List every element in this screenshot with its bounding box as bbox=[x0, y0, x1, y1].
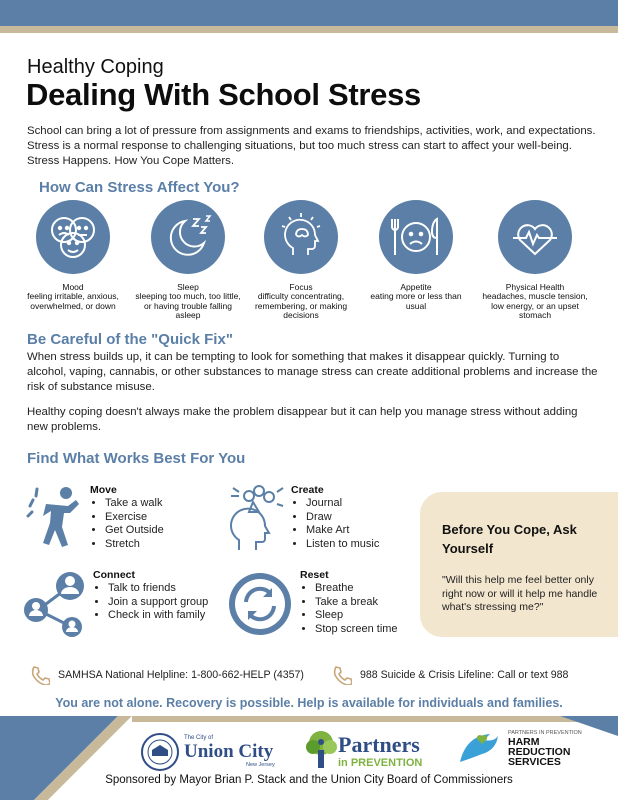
effect-name: Focus bbox=[289, 282, 313, 292]
samhsa-contact bbox=[30, 665, 304, 685]
move-icon bbox=[26, 484, 84, 548]
effect-desc: headaches, muscle tension, low energy, or an upset stomach bbox=[482, 291, 588, 321]
hrs-logo-line2: REDUCTION bbox=[508, 746, 571, 758]
partners-logo-sub: in PREVENTION bbox=[338, 757, 423, 769]
list-item: • Get Outside bbox=[105, 524, 164, 538]
connect-block bbox=[93, 569, 223, 623]
intro-paragraph: School can bring a lot of pressure from assignments and exams to friendships, activities, work, and expectations. Stress is a normal response to challenging situations, but too much stress can start to affect your well-being. Stress Happens. How You Cope Matters. bbox=[27, 125, 596, 167]
list-item: • Journal bbox=[306, 497, 379, 511]
effect-desc: difficulty concentrating, remembering, or making decisions bbox=[254, 291, 348, 321]
sponsor-line: Sponsored by Mayor Brian P. Stack and the Union City Board of Commissioners bbox=[105, 774, 513, 786]
ask-heading: Before You Cope, Ask Yourself bbox=[442, 522, 577, 556]
list-item: • Make Art bbox=[306, 524, 379, 538]
create-title: Create bbox=[291, 484, 324, 496]
list-item: • Draw bbox=[306, 511, 379, 525]
reset-title: Reset bbox=[300, 569, 329, 581]
list-item: • Check in with family bbox=[108, 609, 223, 623]
city-logo-state: New Jersey bbox=[246, 762, 275, 768]
list-item: • Exercise bbox=[105, 511, 164, 525]
lifeline-text: 988 Suicide & Crisis Lifeline: Call or text 988 bbox=[360, 669, 569, 681]
effect-desc: feeling irritable, anxious, overwhelmed, or down bbox=[27, 291, 119, 311]
page-title: Dealing With School Stress bbox=[26, 77, 421, 112]
effect-name: Sleep bbox=[177, 282, 199, 292]
create-icon bbox=[225, 482, 287, 552]
plate-icon bbox=[379, 200, 453, 274]
top-banner bbox=[0, 0, 618, 26]
city-seal-icon bbox=[140, 732, 180, 772]
quickfix-heading: Be Careful of the "Quick Fix" bbox=[27, 331, 233, 348]
list-item: • Take a break bbox=[315, 596, 398, 610]
ask-quote: "Will this help me feel better only right now or will it help me handle what's stressing me?" bbox=[442, 574, 598, 613]
list-item: • Stop screen time bbox=[315, 623, 398, 637]
quickfix-paragraph-2: Healthy coping doesn't always make the problem disappear but it can help you manage stress without adding new problems. bbox=[27, 406, 578, 433]
effect-name: Appetite bbox=[400, 282, 432, 292]
move-title: Move bbox=[90, 484, 117, 496]
effect-name: Mood bbox=[62, 282, 84, 292]
effect-focus bbox=[246, 200, 356, 321]
hrs-logo-small: PARTNERS IN PREVENTION bbox=[508, 730, 582, 736]
effect-physical-health bbox=[480, 200, 590, 321]
effect-desc: eating more or less than usual bbox=[370, 291, 462, 311]
works-heading: Find What Works Best For You bbox=[27, 450, 246, 467]
tree-icon bbox=[304, 730, 338, 770]
quickfix-paragraph-1: When stress builds up, it can be tempting to look for something that makes it disappear quickly. Turning to alcohol, vaping, cannabis, or other substances to manage stress can create additional problems and increase the risk of substance misuse. bbox=[27, 351, 598, 393]
partners-logo-name: Partners bbox=[338, 732, 420, 757]
effect-mood bbox=[18, 200, 128, 311]
reset-block bbox=[300, 569, 398, 636]
page-kicker: Healthy Coping bbox=[27, 56, 164, 78]
reset-icon bbox=[228, 572, 292, 636]
heartbeat-icon bbox=[498, 200, 572, 274]
samhsa-text: SAMHSA National Helpline: 1-800-662-HELP (4357) bbox=[58, 669, 304, 681]
list-item: • Breathe bbox=[315, 582, 398, 596]
effect-sleep bbox=[133, 200, 243, 321]
tagline: You are not alone. Recovery is possible. Help is available for individuals and families. bbox=[55, 696, 563, 710]
hrs-logo-line3: SERVICES bbox=[508, 756, 561, 768]
faces-icon bbox=[36, 200, 110, 274]
list-item: • Talk to friends bbox=[108, 582, 223, 596]
list-item: • Join a support group bbox=[108, 596, 223, 610]
lifeline-contact bbox=[332, 665, 568, 685]
effect-name: Physical Health bbox=[505, 282, 565, 292]
top-stripe bbox=[0, 26, 618, 33]
phone-icon bbox=[332, 665, 352, 685]
list-item: • Stretch bbox=[105, 538, 164, 552]
affect-heading: How Can Stress Affect You? bbox=[39, 179, 240, 196]
hand-heart-icon bbox=[456, 728, 504, 768]
effect-desc: sleeping too much, too little, or having trouble falling asleep bbox=[135, 291, 241, 321]
list-item: • Sleep bbox=[315, 609, 398, 623]
create-block bbox=[291, 484, 379, 551]
moon-icon bbox=[151, 200, 225, 274]
phone-icon bbox=[30, 665, 50, 685]
brain-icon bbox=[264, 200, 338, 274]
effect-appetite bbox=[361, 200, 471, 311]
connect-icon bbox=[22, 570, 90, 638]
city-logo-name: Union City bbox=[184, 741, 274, 762]
ask-yourself-box bbox=[420, 492, 618, 637]
list-item: • Listen to music bbox=[306, 538, 379, 552]
hrs-logo-line1: HARM bbox=[508, 736, 540, 748]
move-block bbox=[90, 484, 164, 551]
list-item: • Take a walk bbox=[105, 497, 164, 511]
connect-title: Connect bbox=[93, 569, 135, 581]
city-logo-small: The City of bbox=[184, 735, 214, 741]
